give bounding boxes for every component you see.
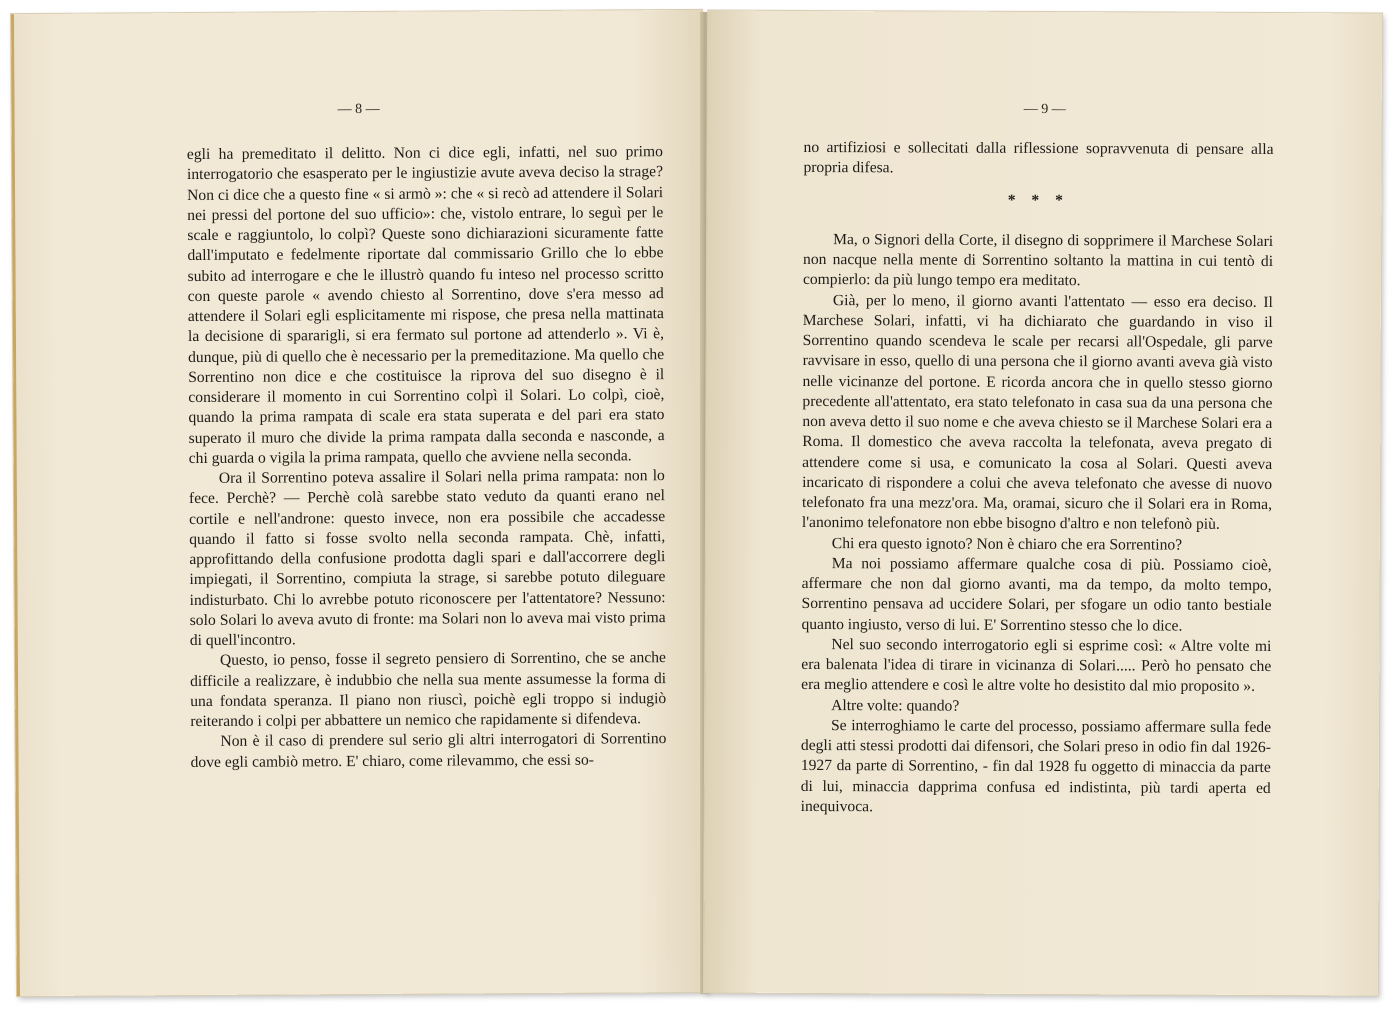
paragraph: Nel suo secondo interrogatorio egli si esprime così: « Altre volte mi era balenata l'idea di tirare in vicinanza di Solari..... Però ho pensato che era meglio attendere e così le altre volte ho desistito dal mio proposito ». <box>801 635 1272 696</box>
page-number: — 8 — <box>337 101 380 118</box>
paragraph: Ora il Sorrentino poteva assalire il Solari nella prima rampata: non lo fece. Perchè? — Perchè colà sarebbe stato veduto da quanti erano nel cortile e nell'androne: questo invece, non era possibile che accadesse quando il fatto si fosse svolto nella seconda rampata. Chè, infatti, approfittando della confusione prodotta dagli spari e dall'accorrere degli impiegati, il Sorrentino, compiuta la strage, si sarebbe potuto dileguare indisturbato. Chi lo avrebbe potuto riconoscere per l'attentatore? Nessuno: solo Solari lo aveva avuto di fronte: ma Solari non lo aveva mai visto prima di quell'incontro. <box>188 467 666 650</box>
paragraph: Questo, io penso, fosse il segreto pensiero di Sorrentino, che se anche difficile a realizzare, è indubbio che nella sua mente assumesse la forma di una fondata speranza. Il piano non riuscì, poichè egli troppo si indugiò reiterando i colpi per abbattere un nemico che rapidamente si difendeva. <box>190 649 667 731</box>
paragraph: Ma, o Signori della Corte, il disegno di sopprimere il Marchese Solari non nacque nella mente di Sorrentino soltanto la mattina in cui tentò di compierlo: da più lungo tempo era meditato. <box>802 230 1274 290</box>
paragraph: Già, per lo meno, il giorno avanti l'attentato — esso era deciso. Il Marchese Solari, infatti, vi ha dichiarato che guardando in viso il Sorrentino quando scendeva le scale per recarsi all'Ospedale, gli parve ravvisare in esso, quello di una persona che il giorno avanti aveva già visto nelle vicinanze del portone. E ricorda ancora che in quello stesso giorno precedente all'attentato, era stato telefonato in casa sua da una persona che non aveva detto il suo nome e che aveva chiesto se il Marchese Solari era a Roma. Il domestico che aveva raccolta la telefonata, aveva pregato di attendere come si usa, e comunicato la cosa al Solari. Questi aveva incaricato di rispondere a colui che aveva telefonato che avesse di nuovo telefonato fra una mezz'ora. Ma, oramai, sicuro che il Solari era in Roma, l'anonimo telefonatore non ebbe bisogno d'altro e non telefonò più. <box>801 291 1273 534</box>
paragraph: Se interroghiamo le carte del processo, possiamo affermare sulla fede degli atti stessi prodotti dai difensori, che Solari preso in odio fin dal 1926-1927 da parte di Sorrentino, - fin dal 1928 fu oggetto di minaccia da parte di lui, minaccia dapprima confusa ed indistinta, più tardi aperta ed inequivoca. <box>800 716 1272 816</box>
right-page <box>704 11 1382 996</box>
page-body <box>801 138 1274 819</box>
book-spread <box>14 12 1380 994</box>
section-separator: * * * <box>1007 191 1069 209</box>
paragraph: egli ha premeditato il delitto. Non ci dice egli, infatti, nel suo primo interrogatorio che esasperato per le ingiustizie avute aveva deciso la strage? Non ci dice che a questo fine « si armò »: che « si recò ad attendere il Solari nei pressi del portone del suo ufficio»: che, vistolo entrare, lo seguì per le scale e raggiuntolo, lo colpì? Queste sono dichiarazioni sicuramente fatte dall'imputato e fedelmente riportate dal commissario Grillo che lo ebbe subito ad interrogare e che le illustrò quando fu inteso nel processo scritto con queste parole « avendo chiesto al Sorrentino, dove s'era messo ad attendere il Solari egli esplicitamente mi rispose, che presa nella mattinata la decisione di spararigli, si era fermato sul portone ad attenderlo ». Vi è, dunque, più di quello che è necessario per la premeditazione. Ma quello che Sorrentino non dice e che costituisce la riprova del suo disegno è il considerare il momento in cui Sorrentino colpì il Solari. Lo colpì, cioè, quando la prima rampata di scale era stata superata e del pari era stato superato il muro che divide la prima rampata dalla seconda e nasconde, a chi guarda o vigila la prima rampata, quello che avviene nella seconda. <box>186 143 665 467</box>
page-body <box>187 142 667 773</box>
left-page <box>11 10 708 996</box>
page-number: — 9 — <box>1023 101 1066 118</box>
paragraph: Non è il caso di prendere sul serio gli altri interrogatori di Sorrentino dove egli cambiò metro. E' chiaro, come rilevammo, che essi so- <box>190 730 667 771</box>
paragraph: Altre volte: quando? <box>831 696 960 715</box>
paragraph: Ma noi possiamo affermare qualche cosa di più. Possiamo cioè, affermare che non dal giorno avanti, ma da tempo, da molto tempo, Sorrentino pensava ad uccidere Solari, per sfogare un odio tanto bestiale quanto ingiusto, verso di lui. E' Sorrentino stesso che lo dice. <box>801 554 1272 635</box>
paragraph: Chi era questo ignoto? Non è chiaro che era Sorrentino? <box>831 534 1183 554</box>
paragraph: no artifiziosi e sollecitati dalla riflessione sopravvenuta di pensare alla propria difesa. <box>803 138 1274 177</box>
